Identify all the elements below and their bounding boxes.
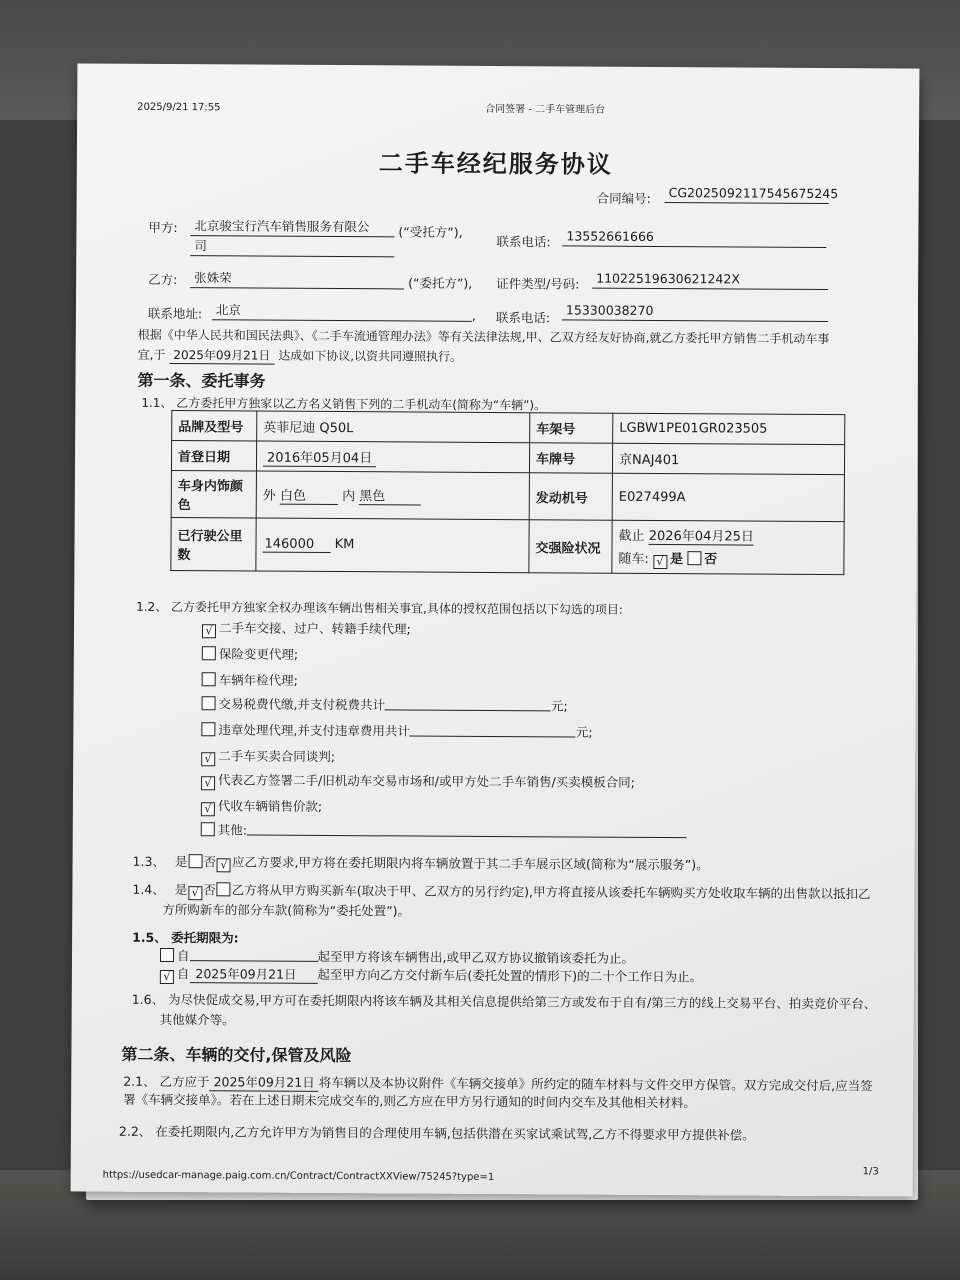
mileage-value: 146000 bbox=[262, 537, 330, 553]
clause-1-4-no: 否 bbox=[203, 882, 216, 898]
term-row2-pre: 自 bbox=[176, 966, 190, 982]
clause-2-1-line2: 署《车辆交接单》。若在上述日期未完成交车的,则乙方应在甲方另行通知的时间内交车及其他相关材料。 bbox=[123, 1091, 696, 1111]
handover-date: 2025年09月21日 bbox=[210, 1072, 319, 1092]
term-checkbox-1[interactable] bbox=[160, 948, 174, 962]
checkbox-yes-checked[interactable]: √ bbox=[653, 555, 667, 569]
party-b-id: 11022519630621242X bbox=[592, 271, 828, 290]
party-a-role: (“受托方”), bbox=[398, 224, 463, 240]
ext-color-value: 白色 bbox=[280, 485, 338, 505]
auth-label: 车辆年检代理; bbox=[218, 672, 298, 688]
party-b-address: 北京 bbox=[212, 302, 472, 322]
yes-label: 是 bbox=[669, 552, 684, 568]
clause-1-5-title: 1.5、 委托期限为: bbox=[132, 929, 239, 946]
clause-1-3-no-checkbox[interactable]: √ bbox=[217, 858, 231, 872]
engine-value: E027499A bbox=[612, 473, 844, 521]
term-start-date: 2025年09月21日 bbox=[189, 964, 317, 984]
mileage-unit: KM bbox=[334, 537, 355, 553]
party-b-id-label: 证件类型/号码: bbox=[496, 276, 580, 292]
engine-label: 发动机号 bbox=[529, 473, 612, 521]
auth-item bbox=[201, 820, 687, 841]
auth-label: 交易税费代缴,并支付税费共计 bbox=[218, 696, 386, 713]
insurance-until-row bbox=[619, 525, 838, 546]
intro-line1: 根据《中华人民共和国民法典》、《二手车流通管理办法》等有关法律法规,甲、乙双方经友好协商,就乙方委托甲方销售二手机动车事 bbox=[137, 327, 830, 347]
party-a-phone: 13552661666 bbox=[562, 228, 826, 248]
clause-1-3 bbox=[133, 852, 709, 876]
auth-label: 代表乙方签署二手/旧机动车交易市场和/或甲方处二手车销售/买卖模板合同; bbox=[218, 772, 635, 790]
insurance-label: 交强险状况 bbox=[529, 520, 612, 574]
auth-label: 违章处理代理,并支付违章费用共计 bbox=[218, 722, 410, 739]
clause-1-5-row2 bbox=[160, 964, 702, 987]
clause-1-1: 1.1、 乙方委托甲方独家以乙方名义销售下列的二手机动车(简称为“车辆”)。 bbox=[141, 395, 547, 413]
auth-tail: 元; bbox=[575, 724, 593, 740]
clause-1-4-no-checkbox[interactable] bbox=[217, 882, 231, 896]
brand-value: 英菲尼迪 Q50L bbox=[257, 411, 530, 443]
auth-item bbox=[201, 796, 322, 817]
contract-page bbox=[71, 63, 920, 1196]
insurance-with-row bbox=[618, 548, 837, 570]
intro-line2 bbox=[138, 346, 463, 366]
party-b-name: 张姝荣 bbox=[190, 270, 404, 289]
clause-1-3-num: 1.3、 bbox=[132, 853, 166, 869]
mileage-label: 已行驶公里数 bbox=[171, 518, 256, 572]
footer-url: https://usedcar-manage.paig.com.cn/Contract/ContractXXView/75245?type=1 bbox=[102, 1169, 495, 1184]
table-row bbox=[171, 471, 844, 522]
clause-1-4-text: 乙方将从甲方购买新车(取决于甲、乙双方的另行约定),甲方将直接从该委托车辆购买方处收取车辆的出售款以抵扣乙 bbox=[231, 882, 871, 902]
address-comma: , bbox=[471, 307, 476, 323]
table-row bbox=[172, 411, 845, 445]
other-blank bbox=[247, 822, 687, 838]
clause-1-3-text: 应乙方要求,甲方将在委托期限内将车辆放置于其二手车展示区域(简称为“展示服务”)。 bbox=[231, 854, 709, 873]
insurance-until-value: 2026年04月25日 bbox=[649, 525, 754, 546]
reg-date-value: 2016年05月04日 bbox=[263, 446, 376, 467]
auth-item bbox=[202, 670, 298, 689]
auth-item bbox=[202, 618, 411, 639]
party-b-phone: 15330038270 bbox=[562, 302, 828, 322]
term-row1-post: 起至甲方将该车辆售出,或甲乙双方协议撤销该委托为止。 bbox=[317, 948, 635, 966]
plate-value: 京NAJ401 bbox=[612, 443, 844, 474]
party-b-address-label: 联系地址: bbox=[147, 305, 203, 322]
auth-checkbox[interactable] bbox=[202, 696, 216, 710]
clause-1-3-yes: 是 bbox=[174, 854, 188, 870]
term-row2-post: 起至甲方向乙方交付新车后(委托处置的情形下)的二十个工作日为止。 bbox=[317, 966, 703, 985]
print-timestamp: 2025/9/21 17:55 bbox=[137, 101, 221, 114]
color-cell bbox=[256, 471, 529, 520]
auth-item bbox=[202, 644, 298, 663]
clause-1-4-yes-checkbox[interactable]: √ bbox=[188, 886, 202, 900]
intro-line2-post: 达成如下协议,以资共同遵照执行。 bbox=[278, 348, 463, 364]
party-a-phone-label: 联系电话: bbox=[496, 234, 551, 250]
auth-checkbox[interactable]: √ bbox=[201, 802, 215, 816]
clause-1-6-line2: 其他媒介等。 bbox=[159, 1011, 235, 1028]
auth-checkbox[interactable] bbox=[202, 672, 216, 686]
term-checkbox-2[interactable]: √ bbox=[160, 970, 174, 984]
party-b-phone-label: 联系电话: bbox=[495, 309, 551, 326]
party-b-label: 乙方: bbox=[148, 271, 178, 288]
table-row bbox=[171, 518, 844, 575]
term-row1-pre: 自 bbox=[176, 948, 190, 964]
table-row bbox=[171, 441, 844, 475]
clause-1-6-line1: 1.6、 为尽快促成交易,甲方可在委托期限内将该车辆及其相关信息提供给第三方或发布于自有/第三方的线上交易平台、拍卖竞价平台、 bbox=[131, 991, 877, 1012]
insurance-until-label: 截止 bbox=[618, 528, 645, 544]
clause-1-2: 1.2、 乙方委托甲方独家全权办理该车辆出售相关事宜,具体的授权范围包括以下勾选的项目: bbox=[136, 599, 623, 617]
auth-label: 其他: bbox=[217, 822, 248, 838]
auth-label: 二手车买卖合同谈判; bbox=[218, 748, 335, 765]
intro-line2-pre: 宜,于 bbox=[137, 347, 166, 362]
section1-title: 第一条、委托事务 bbox=[137, 370, 266, 391]
auth-item bbox=[201, 694, 567, 714]
auth-checkbox[interactable] bbox=[201, 822, 215, 836]
vehicle-table bbox=[170, 410, 845, 575]
clause-2-2: 2.2、 在委托期限内,乙方允许甲方为销售目的合理使用车辆,包括供潜在买家试乘试驾,乙方不得要求甲方提供补偿。 bbox=[118, 1123, 755, 1143]
party-a-label: 甲方: bbox=[148, 219, 178, 236]
auth-label: 二手车交接、过户、转籍手续代理; bbox=[218, 620, 411, 637]
int-color-value: 黑色 bbox=[359, 485, 421, 505]
contract-no-label: 合同编号: bbox=[596, 190, 651, 206]
auth-item bbox=[201, 720, 592, 740]
insurance-with-label: 随车: bbox=[618, 551, 649, 567]
term-row1-blank bbox=[189, 948, 317, 962]
no-label: 否 bbox=[704, 552, 718, 568]
checkbox-no[interactable] bbox=[687, 551, 701, 565]
auth-label: 保险变更代理; bbox=[218, 646, 299, 662]
tax-amount-blank bbox=[385, 697, 551, 711]
clause-1-3-yes-checkbox[interactable] bbox=[188, 854, 202, 868]
section2-title: 第二条、车辆的交付,保管及风险 bbox=[121, 1044, 352, 1066]
fine-amount-blank bbox=[410, 723, 576, 737]
auth-checkbox[interactable]: √ bbox=[201, 776, 215, 790]
plate-label: 车牌号 bbox=[529, 443, 612, 474]
party-a-name-line2: 司 bbox=[190, 238, 394, 257]
clause-1-4-yes: 是 bbox=[174, 882, 188, 898]
page-number: 1/3 bbox=[862, 1166, 879, 1178]
party-b-role: (“委托方”), bbox=[408, 275, 473, 291]
auth-tail: 元; bbox=[550, 698, 568, 714]
insurance-cell bbox=[612, 520, 844, 574]
auth-item bbox=[201, 770, 635, 793]
clause-1-4-num: 1.4、 bbox=[132, 881, 165, 897]
auth-item bbox=[201, 746, 335, 767]
ext-color-label: 外 bbox=[262, 488, 276, 504]
clause-2-1-post: 将车辆以及本协议附件《车辆交接单》所约定的随车材料与文件交甲方保管。双方完成交付后,应当签 bbox=[318, 1074, 873, 1094]
auth-label: 代收车辆销售价款; bbox=[217, 798, 323, 814]
clause-2-1-pre: 2.1、 乙方应于 bbox=[123, 1073, 210, 1090]
page-title: 二手车经纪服务协议 bbox=[378, 149, 613, 179]
auth-checkbox[interactable]: √ bbox=[202, 624, 216, 638]
agreement-date: 2025年09月21日 bbox=[169, 346, 274, 365]
reg-date-label: 首登日期 bbox=[171, 441, 256, 472]
reg-date-cell bbox=[256, 441, 529, 473]
clause-1-3-no: 否 bbox=[203, 854, 217, 870]
auth-checkbox[interactable] bbox=[201, 722, 215, 736]
mileage-cell bbox=[256, 518, 529, 573]
print-system-title: 合同签署 - 二手车管理后台 bbox=[485, 103, 606, 116]
vin-value: LGBW1PE01GR023505 bbox=[613, 413, 845, 444]
auth-checkbox[interactable]: √ bbox=[201, 752, 215, 766]
brand-label: 品牌及型号 bbox=[172, 411, 257, 442]
vin-label: 车架号 bbox=[530, 413, 613, 444]
auth-checkbox[interactable] bbox=[202, 646, 216, 660]
color-label: 车身内饰颜色 bbox=[171, 471, 256, 519]
contract-no: CG2025092117545675245 bbox=[665, 185, 829, 204]
int-color-label: 内 bbox=[342, 489, 356, 505]
clause-1-4-line2: 方所购新车的部分车款(简称为“委托处置”)。 bbox=[162, 901, 411, 919]
party-a-name-line1: 北京骏宝行汽车销售服务有限公 bbox=[190, 218, 394, 237]
